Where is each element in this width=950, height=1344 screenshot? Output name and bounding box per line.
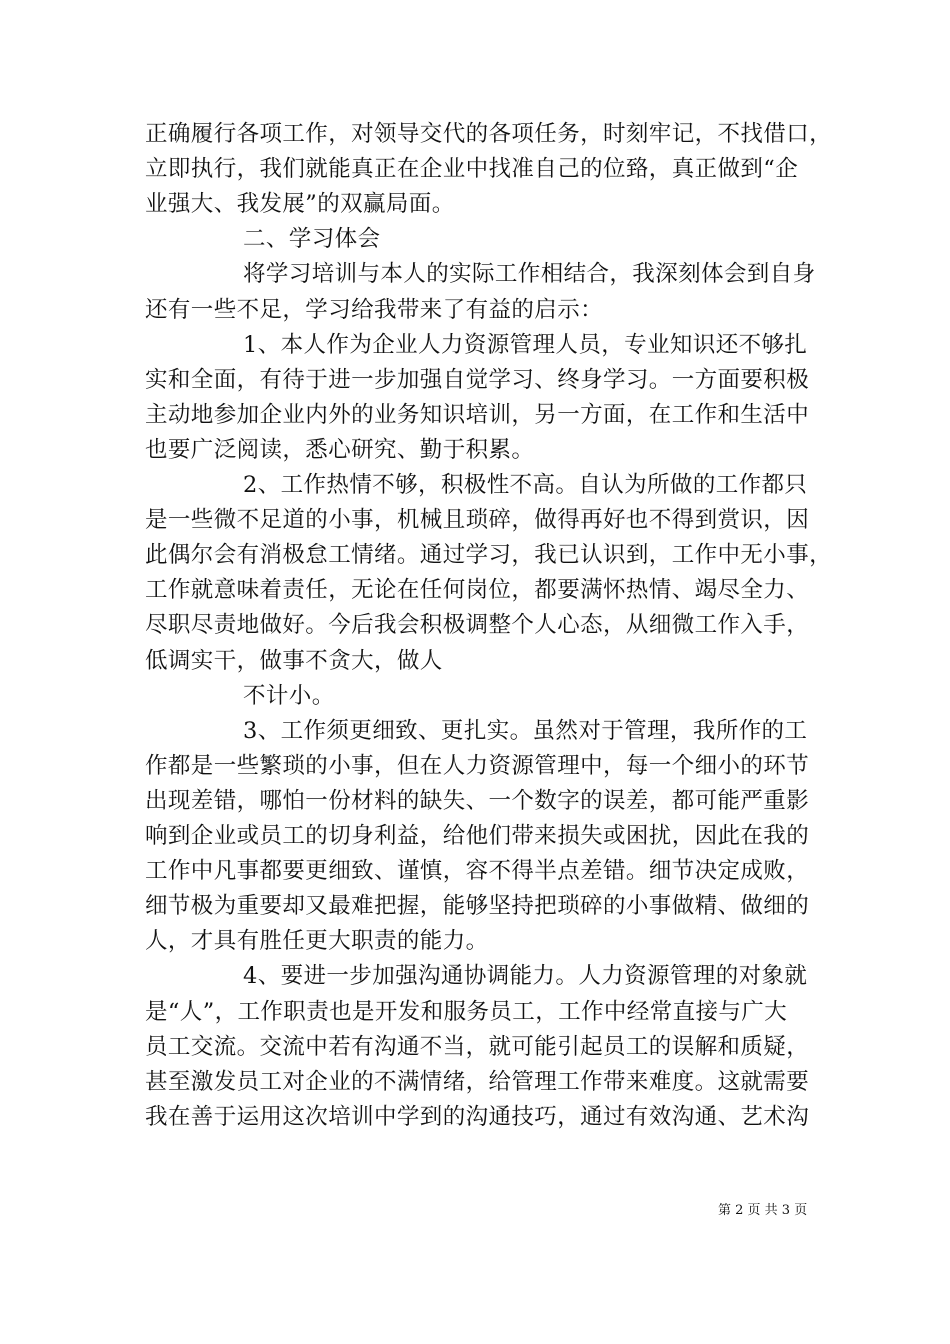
text-line: 立即执行，我们就能真正在企业中找准自己的位臵，真正做到“企 bbox=[145, 156, 799, 183]
text-line: 低调实干，做事不贪大，做人 bbox=[145, 647, 443, 674]
text-line: 不计小。 bbox=[243, 682, 335, 709]
text-line: 尽职尽责地做好。今后我会积极调整个人心态，从细微工作入手， bbox=[145, 612, 810, 639]
text-line: 人，才具有胜任更大职责的能力。 bbox=[145, 928, 489, 955]
text-line: 1、本人作为企业人力资源管理人员，专业知识还不够扎 bbox=[243, 331, 808, 358]
text-line: 将学习培训与本人的实际工作相结合，我深刻体会到自身 bbox=[243, 261, 816, 288]
text-line: 工作就意味着责任，无论在任何岗位，都要满怀热情、竭尽全力、 bbox=[145, 577, 810, 604]
text-line: 响到企业或员工的切身利益，给他们带来损失或困扰，因此在我的 bbox=[145, 823, 810, 849]
text-line: 我在善于运用这次培训中学到的沟通技巧，通过有效沟通、艺术沟 bbox=[145, 1103, 810, 1130]
text-line: 甚至激发员工对企业的不满情绪，给管理工作带来难度。这就需要 bbox=[145, 1068, 810, 1095]
text-line: 实和全面，有待于进一步加强自觉学习、终身学习。一方面要积极 bbox=[145, 366, 810, 393]
text-line: 员工交流。交流中若有沟通不当，就可能引起员工的误解和质疑， bbox=[145, 1033, 810, 1060]
page-number: 第 2 页 共 3 页 bbox=[718, 1203, 808, 1218]
text-line: 还有一些不足，学习给我带来了有益的启示： bbox=[145, 296, 604, 323]
text-line: 细节极为重要却又最难把握，能够坚持把琐碎的小事做精、做细的 bbox=[145, 893, 810, 920]
text-line: 工作中凡事都要更细致、谨慎，容不得半点差错。细节决定成败， bbox=[145, 858, 810, 885]
text-line: 作都是一些繁琐的小事，但在人力资源管理中，每一个细小的环节 bbox=[145, 752, 810, 779]
text-line: 此偶尔会有消极怠工情绪。通过学习，我已认识到，工作中无小事， bbox=[145, 542, 833, 569]
text-line: 4、要进一步加强沟通协调能力。人力资源管理的对象就 bbox=[243, 963, 808, 990]
text-line: 是一些微不足道的小事，机械且琐碎，做得再好也不得到赏识，因 bbox=[145, 507, 810, 534]
text-line: 主动地参加企业内外的业务知识培训，另一方面，在工作和生活中 bbox=[145, 401, 810, 428]
text-line: 是“人”，工作职责也是开发和服务员工，工作中经常直接与广大 bbox=[145, 998, 788, 1025]
text-line: 正确履行各项工作，对领导交代的各项任务，时刻牢记，不找借口， bbox=[145, 121, 833, 147]
text-line: 也要广泛阅读，悉心研究、勤于积累。 bbox=[145, 436, 535, 463]
text-line: 业强大、我发展”的双赢局面。 bbox=[145, 191, 455, 218]
section-heading: 二、学习体会 bbox=[243, 226, 381, 253]
text-line: 3、工作须更细致、更扎实。虽然对于管理，我所作的工 bbox=[243, 717, 808, 744]
text-line: 2、工作热情不够，积极性不高。自认为所做的工作都只 bbox=[243, 472, 808, 498]
text-line: 出现差错，哪怕一份材料的缺失、一个数字的误差，都可能严重影 bbox=[145, 787, 810, 814]
